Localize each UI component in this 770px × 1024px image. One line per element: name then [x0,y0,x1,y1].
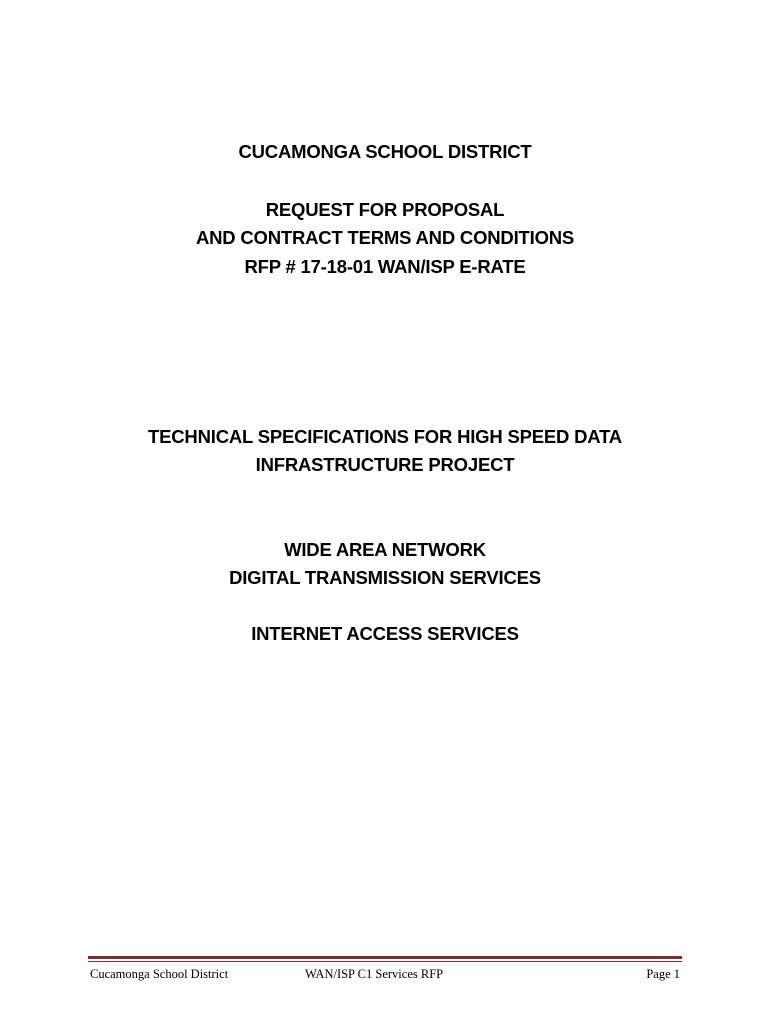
district-heading: CUCAMONGA SCHOOL DISTRICT [238,141,532,162]
spec-heading-line-2: INFRASTRUCTURE PROJECT [255,454,515,475]
wan-heading-line-2: DIGITAL TRANSMISSION SERVICES [229,567,541,588]
wan-heading-line-1: WIDE AREA NETWORK [284,539,486,560]
footer-document-title: WAN/ISP C1 Services RFP [305,967,444,981]
footer-district: Cucamonga School District [90,967,229,981]
spec-heading-line-1: TECHNICAL SPECIFICATIONS FOR HIGH SPEED DATA [148,426,622,447]
footer-page-number: Page 1 [646,967,680,981]
footer-rule-thin [88,961,682,962]
rfp-title-line-1: REQUEST FOR PROPOSAL [265,199,505,220]
footer-rule-thick [88,956,682,959]
internet-access-heading: INTERNET ACCESS SERVICES [251,623,519,644]
rfp-title-line-2: AND CONTRACT TERMS AND CONDITIONS [195,227,575,248]
rfp-number: RFP # 17-18-01 WAN/ISP E-RATE [244,256,526,277]
